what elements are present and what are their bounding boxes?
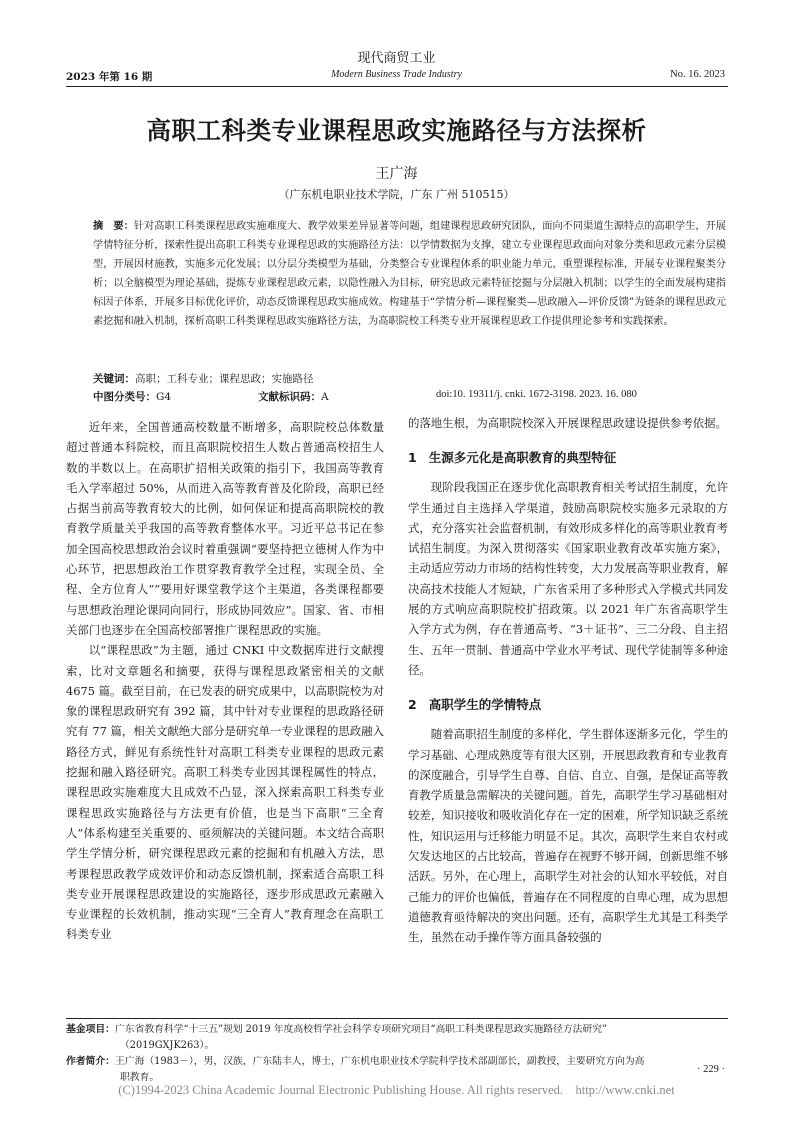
paragraph: 以“课程思政”为主题，通过 CNKI 中文数据库进行文献搜索，比对文章题名和摘要，获得与课程思政紧密相关的文献 4675 篇。截至目前，在已发表的研究成果中，以高职院校为对象的课程思政研究有 392 篇，其中针对专业课程的思政路径研究有 77 篇，相关文献绝大部分是研究单一专业课程的思政融入路径方式，鲜见有系统性针对高职工科类专业课程的思政元素挖掘和融入路径研究。高职工科类专业因其课程属性的特点，课程思政实施难度大且成效不凸显，深入探索高职工科类专业课程思政实施路径与方法更有价值，也是当下高职“三全育人”体系构建至关重要的、亟须解决的关键问题。本文结合高职学生学情分析，研究课程思政元素的挖掘和有机融入方法，思考课程思政教学成效评价和动态反馈机制，探索适合高职工科类专业开展课程思政建设的实施路径，逐步形成思政元素融入专业课程的长效机制，推动实现“三全育人”教育理念在高职工科类专业 bbox=[66, 643, 384, 942]
article-title: 高职工科类专业课程思政实施路径与方法探析 bbox=[146, 116, 647, 145]
body-column-right bbox=[408, 413, 728, 948]
paragraph: 的落地生根，为高职院校深入开展课程思政建设提供参考依据。 bbox=[408, 416, 727, 430]
page-number: · 229 · bbox=[697, 1064, 725, 1075]
section-title: 生源多元化是高职教育的典型特征 bbox=[428, 450, 617, 466]
clc-value: G4 bbox=[156, 391, 172, 403]
section-title: 高职学生的学情特点 bbox=[428, 697, 542, 713]
author-bio-text: 王广海（1983－），男，汉族，广东陆丰人，博士，广东机电职业技术学院科学技术部副部长，副教授，主要研究方向为高 bbox=[114, 1056, 645, 1067]
keywords-text: 高职；工科专业；课程思政；实施路径 bbox=[135, 373, 314, 385]
section-number: 2 bbox=[408, 697, 417, 713]
document-code bbox=[258, 389, 329, 404]
section-number: 1 bbox=[408, 450, 417, 466]
document-code-value: A bbox=[321, 391, 329, 403]
abstract-text: 针对高职工科类课程思政实施难度大、教学效果差异显著等问题，组建课程思政研究团队，面向不同渠道生源特点的高职学生，开展学情特征分析，探索性提出高职工科类专业课程思政的实施路径方法：以学情数据为支撑，建立专业课程思政面向对象分类和思政元素分层模型，开展因材施教，实施多元化发展；以分层分类模型为基础，分类整合专业课程体系的职业能力单元，重塑课程标准，开展专业课程聚类分析；以全脑模型为理论基础，提炼专业课程思政元素，以隐性融入为目标，研究思政元素特征挖掘与分层融入机制；以学生的全面发展构建指标因子体系，开展多目标优化评价，动态反馈课程思政实施成效。构建基于“学情分析—课程聚类—思政融入—评价反馈”为链条的课程思政元素挖掘和融入机制，探析高职工科类课程思政实施路径方法，为高职院校工科类专业开展课程思政工作提供理论参考和实践探索。 bbox=[93, 221, 726, 327]
issue-number-cn: 2023 年第 16 期 bbox=[66, 71, 153, 83]
clc-label: 中图分类号： bbox=[93, 391, 156, 403]
fund-note bbox=[66, 1022, 728, 1038]
keywords bbox=[93, 371, 314, 386]
section-heading-1 bbox=[408, 450, 728, 466]
fund-label: 基金项目： bbox=[66, 1024, 115, 1035]
journal-name: 现代商贸工业 bbox=[357, 51, 436, 66]
issue-number-en: No. 16. 2023 bbox=[670, 69, 725, 80]
fund-text: 广东省教育科学“十三五”规划 2019 年度高校哲学社会科学专项研究项目“高职工科类课程思政实施路径方法研究” bbox=[114, 1024, 608, 1035]
author-bio-label: 作者简介： bbox=[66, 1056, 115, 1067]
section-heading-2 bbox=[408, 697, 728, 713]
author-affiliation: （广东机电职业技术学院，广东 广州 510515） bbox=[278, 188, 515, 201]
paragraph: 近年来，全国普通高校数量不断增多，高职院校总体数量超过普通本科院校，而且高职院校招生人数占普通高校招生人数的半数以上。在高职扩招相关政策的指引下，我国高等教育毛入学率超过 50%，从而进入高等教育普及化阶段，高职已经占据当前高等教育较大的比例，如何保证和提高高职院校的教育教学质量关乎我国的高等教育整体水平。习近平总书记在参加全国高校思想政治会议时着重强调“要坚持把立德树人作为中心环节，把思想政治工作贯穿教育教学全过程，实现全员、全程、全方位育人”“要用好课堂教学这个主渠道，各类课程都要与思想政治理论课同向同行，形成协同效应”。国家、省、市相关部门也逐步在全国高校部署推广课程思政的实施。 bbox=[66, 420, 384, 637]
author-name: 王广海 bbox=[375, 166, 418, 182]
footnote-rule bbox=[66, 1018, 728, 1019]
author-bio bbox=[66, 1054, 728, 1070]
doi: doi:10. 19311/j. cnki. 1672-3198. 2023. 16. 080 bbox=[436, 389, 637, 400]
abstract bbox=[93, 218, 726, 331]
header-rule bbox=[66, 86, 728, 87]
keywords-label: 关键词： bbox=[93, 373, 135, 385]
footnotes bbox=[66, 1022, 728, 1086]
copyright-watermark: (C)1994-2023 China Academic Journal Electronic Publishing House. All rights reserved. http://www.cnki.net bbox=[118, 1083, 675, 1097]
author-bio-cont: 职教育。 bbox=[120, 1072, 160, 1083]
paragraph: 随着高职招生制度的多样化，学生群体逐渐多元化，学生的学习基础、心理成熟度等有很大区别，开展思政教育和专业教育的深度融合，引导学生自尊、自信、自立、自强，是保证高等教育教学质量急需解决的关键问题。首先，高职学生学习基础相对较差，知识接收和吸收消化存在一定的困难，所学知识缺乏系统性，知识运用与迁移能力明显不足。其次，高职学生来自农村或欠发达地区的占比较高，普遍存在视野不够开阔，创新思维不够活跃。另外，在心理上，高职学生对社会的认知水平较低，对自己能力的评价也偏低，普遍存在不同程度的自卑心理，成为思想道德教育亟待解决的突出问题。还有，高职学生尤其是工科类学生，虽然在动手操作等方面具备较强的 bbox=[408, 727, 728, 945]
abstract-label: 摘 要： bbox=[93, 221, 134, 232]
document-code-label: 文献标识码： bbox=[258, 391, 321, 403]
clc-number bbox=[93, 389, 171, 404]
body-column-left bbox=[66, 417, 384, 945]
journal-name-en: Modern Business Trade Industry bbox=[331, 69, 462, 80]
paragraph: 现阶段我国正在逐步优化高职教育相关考试招生制度，允许学生通过自主选择入学渠道，鼓励高职院校实施多元录取的方式，充分落实社会监督机制，有效形成多样化的高等职业教育考试招生制度。为深入贯彻落实《国家职业教育改革实施方案》，主动适应劳动力市场的结构性转变，大力发展高等职业教育，解决高技术技能人才短缺，广东省采用了多种形式入学模式共同发展的方式响应高职院校扩招政策。以 2021 年广东省高职学生入学方式为例，存在普通高考、“3＋证书”、三二分段、自主招生、五年一贯制、普通高中学业水平考试、现代学徒制等多种途径。 bbox=[408, 480, 728, 677]
fund-note-cont: （2019GXJK263）。 bbox=[120, 1040, 215, 1051]
